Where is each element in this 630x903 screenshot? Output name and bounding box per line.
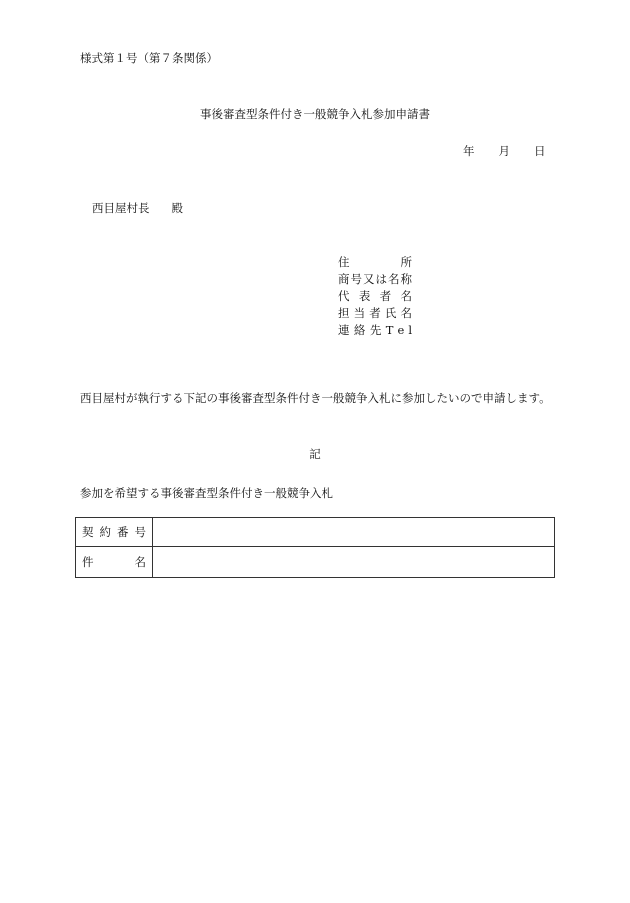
subject-field[interactable] xyxy=(153,547,555,578)
applicant-address-label: 住 所 xyxy=(338,255,412,269)
table-row xyxy=(76,547,555,578)
section-label: 参加を希望する事後審査型条件付き一般競争入札 xyxy=(80,486,333,500)
month-label: 月 xyxy=(498,144,510,158)
contract-number-field[interactable] xyxy=(153,518,555,547)
year-label: 年 xyxy=(463,144,475,158)
contract-number-label: 契約番号 xyxy=(76,518,153,547)
subject-label: 件 名 xyxy=(76,547,153,578)
document-title: 事後審査型条件付き一般競争入札参加申請書 xyxy=(200,107,430,121)
date-line xyxy=(463,143,546,159)
table-row xyxy=(76,518,555,547)
ki-heading: 記 xyxy=(309,447,321,461)
day-label: 日 xyxy=(534,144,546,158)
applicant-contact-person-label: 担 当 者 氏 名 xyxy=(338,306,412,320)
applicant-representative-label: 代 表 者 名 xyxy=(338,289,412,303)
applicant-fields xyxy=(338,254,412,339)
addressee-name: 西目屋村長 xyxy=(92,201,150,215)
applicant-company-label: 商号又は名称 xyxy=(338,272,412,286)
applicant-phone-label: 連 絡 先 T e l xyxy=(338,323,412,337)
form-number: 様式第１号（第７条関係） xyxy=(80,51,218,65)
addressee-honorific: 殿 xyxy=(171,201,183,215)
application-statement: 西目屋村が執行する下記の事後審査型条件付き一般競争入札に参加したいので申請します。 xyxy=(80,391,551,405)
contract-table xyxy=(75,517,555,578)
addressee xyxy=(92,200,183,216)
